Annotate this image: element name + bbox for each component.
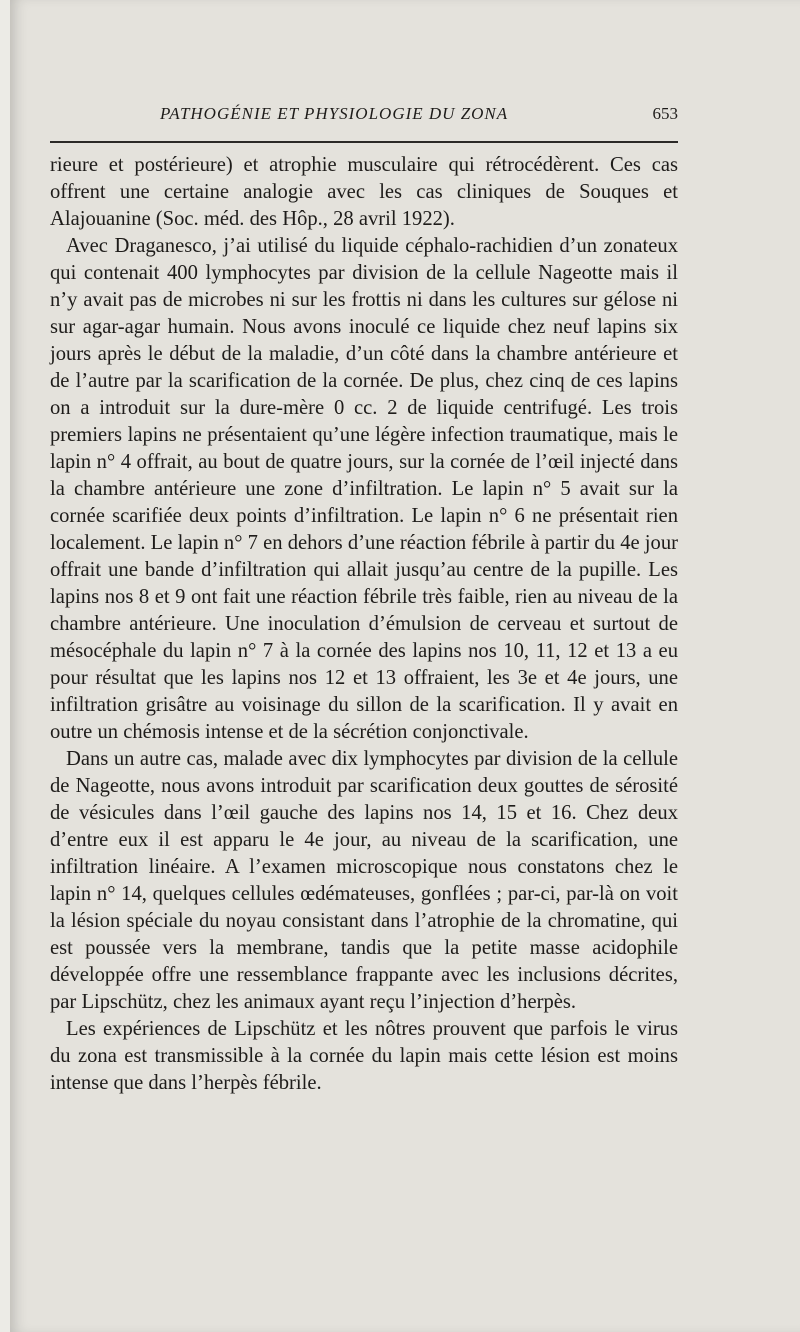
paragraph: Dans un autre cas, malade avec dix lymphocytes par division de la cellule de Nageotte, nous avons introduit par scarification deux gouttes de sérosité de vésicules dans l’œil gauche des lapins nos 14, 15 et 16. Chez deux d’entre eux il est apparu le 4e jour, au niveau de la scarification, une infiltration linéaire. A l’examen microscopique nous constatons chez le lapin n° 14, quelques cellules œdémateuses, gonflées ; par-ci, par-là on voit la lésion spéciale du noyau consistant dans l’atrophie de la chromatine, qui est poussée vers la membrane, tandis que la petite masse acidophile développée offre une ressemblance frappante avec les inclusions décrites, par Lipschütz, chez les animaux ayant reçu l’injection d’herpès. <box>50 748 678 1013</box>
paragraph: Avec Draganesco, j’ai utilisé du liquide céphalo-rachidien d’un zonateux qui contenait 400 lymphocytes par division de la cellule Nageotte mais il n’y avait pas de microbes ni sur les frottis ni dans les cultures sur gélose ni sur agar-agar humain. Nous avons inoculé ce liquide chez neuf lapins six jours après le début de la maladie, d’un côté dans la chambre antérieure et de l’autre par la scarification de la cornée. De plus, chez cinq de ces lapins on a introduit sur la dure-mère 0 cc. 2 de liquide centrifugé. Les trois premiers lapins ne présentaient qu’une légère infection traumatique, mais le lapin n° 4 offrait, au bout de quatre jours, sur la cornée de l’œil injecté dans la chambre antérieure une zone d’infiltration. Le lapin n° 5 avait sur la cornée scarifiée deux points d’infiltration. Le lapin n° 6 ne présentait rien localement. Le lapin n° 7 en dehors d’une réaction fébrile à partir du 4e jour offrait une bande d’infiltration qui allait jusqu’au centre de la pupille. Les lapins nos 8 et 9 ont fait une réaction fébrile très faible, rien au niveau de la chambre antérieure. Une inoculation d’émulsion de cerveau et surtout de mésocéphale du lapin n° 7 à la cornée des lapins nos 10, 11, 12 et 13 a eu pour résultat que les lapins nos 12 et 13 offraient, les 3e et 4e jours, une infiltration grisâtre au voisinage du sillon de la scarification. Il y avait en outre un chémosis intense et de la sécrétion conjonctivale. <box>50 235 678 743</box>
page-header <box>50 104 678 134</box>
paragraph: Les expériences de Lipschütz et les nôtres prouvent que parfois le virus du zona est transmissible à la cornée du lapin mais cette lésion est moins intense que dans l’herpès fébrile. <box>50 1018 678 1094</box>
header-rule <box>50 141 678 143</box>
paragraph: rieure et postérieure) et atrophie musculaire qui rétrocédèrent. Ces cas offrent une certaine analogie avec les cas cliniques de Souques et Alajouanine (Soc. méd. des Hôp., 28 avril 1922). <box>50 154 678 230</box>
page-number: 653 <box>652 104 678 123</box>
body-text <box>50 152 678 1097</box>
running-title: PATHOGÉNIE ET PHYSIOLOGIE DU ZONA <box>160 104 509 123</box>
